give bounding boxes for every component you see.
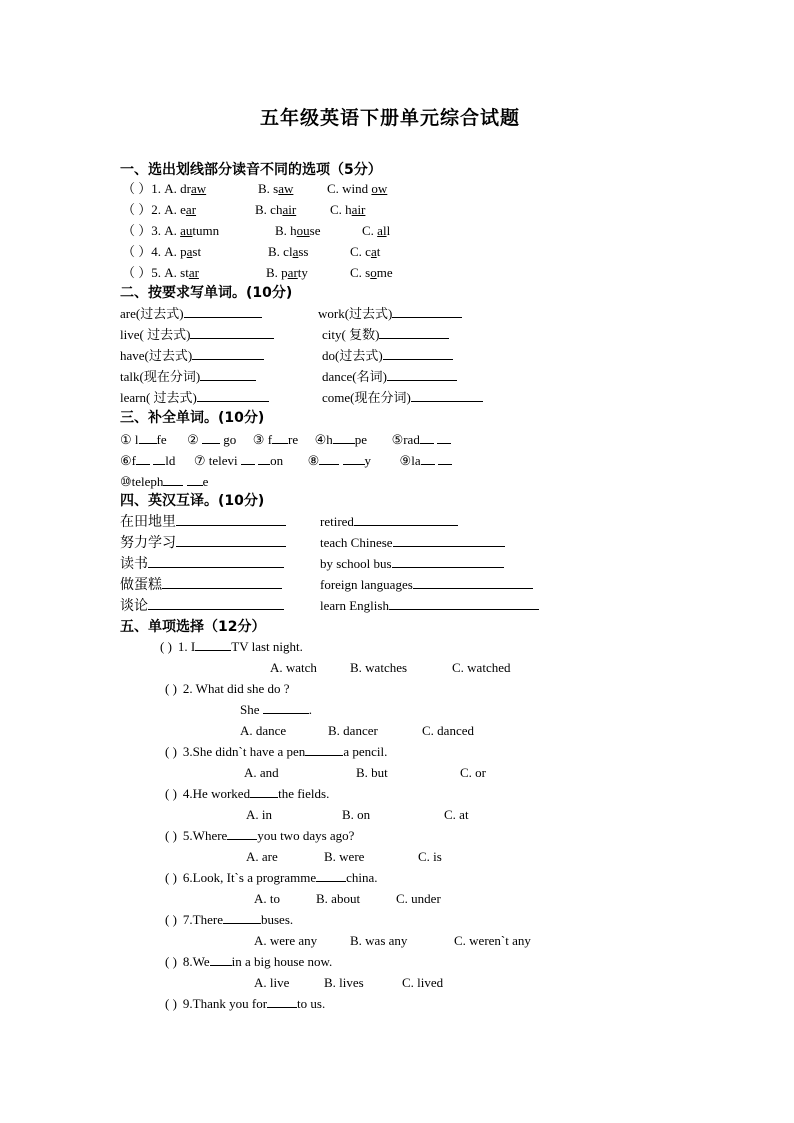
underlined-letters: aw <box>278 181 294 196</box>
word-rest: l <box>386 223 391 238</box>
option-label: B. cl <box>268 244 293 259</box>
translate-right <box>320 597 539 615</box>
blank[interactable] <box>333 431 355 444</box>
underlined-letters: al <box>377 223 387 238</box>
word-rest: tumn <box>192 223 220 238</box>
blank[interactable] <box>420 431 434 444</box>
mc-question <box>165 680 290 698</box>
blank[interactable] <box>258 452 270 465</box>
underlined-letters: a <box>186 244 193 259</box>
blank[interactable] <box>421 452 435 465</box>
answer-blank[interactable] <box>383 347 453 360</box>
underlined-letters: ou <box>296 223 310 238</box>
question-row <box>122 180 206 198</box>
section-2-heading: 二、按要求写单词。(10分) <box>120 285 293 301</box>
mc-question <box>165 743 387 761</box>
section-5-heading: 五、单项选择（12分） <box>120 619 266 635</box>
word-task-label: have(过去式) <box>120 348 193 363</box>
word-task-label: do(过去式) <box>322 348 383 363</box>
answer-parenthesis[interactable]: ( ) <box>165 912 177 927</box>
chinese-phrase: 做蛋糕 <box>120 577 162 593</box>
option-label: B. h <box>275 223 297 238</box>
option-c <box>327 180 387 198</box>
answer-blank[interactable] <box>195 638 231 651</box>
mc-question <box>160 638 303 656</box>
answer-blank[interactable] <box>148 597 284 610</box>
answer-blank[interactable] <box>316 869 346 882</box>
underlined-letters: ar <box>188 265 199 280</box>
translate-right <box>320 555 504 573</box>
blank[interactable] <box>202 431 220 444</box>
option-b[interactable]: B. lives <box>324 975 364 990</box>
underlined-letters: a <box>370 244 377 259</box>
word-task-right <box>318 305 462 323</box>
question-row <box>122 243 201 261</box>
word-task-right <box>322 368 457 386</box>
option-b[interactable]: B. dancer <box>328 723 378 738</box>
answer-blank[interactable] <box>387 368 457 381</box>
option-b[interactable]: B. was any <box>350 933 408 948</box>
chinese-phrase: 努力学习 <box>120 535 176 551</box>
answer-blank[interactable] <box>227 827 257 840</box>
option-a[interactable]: A. in <box>246 807 272 822</box>
word-task-left <box>120 347 264 365</box>
answer-blank[interactable] <box>267 995 297 1008</box>
question-stem-rest: in a big house now. <box>231 954 333 969</box>
answer-blank[interactable] <box>200 368 256 381</box>
question-stem-rest: the fields. <box>278 786 330 801</box>
blank[interactable] <box>163 473 183 486</box>
underlined-letters: air <box>351 202 366 217</box>
question-stem: 8.We <box>182 954 210 969</box>
underlined-letters: ar <box>185 202 197 217</box>
word-rest: t <box>376 244 381 259</box>
answer-blank[interactable] <box>223 911 261 924</box>
question-stem: 7.There <box>182 912 223 927</box>
translate-left <box>120 513 286 531</box>
mc-question <box>165 827 354 845</box>
option-b <box>268 243 308 261</box>
question-stem: 5.Where <box>182 828 228 843</box>
translate-right <box>320 534 505 552</box>
word-task-label: work(过去式) <box>318 306 393 321</box>
chinese-phrase: 在田地里 <box>120 514 176 530</box>
word-task-right <box>322 326 449 344</box>
blank[interactable] <box>272 431 288 444</box>
word-task-label: learn( 过去式) <box>120 390 197 405</box>
blank[interactable] <box>438 452 452 465</box>
answer-blank[interactable] <box>210 953 232 966</box>
answer-blank[interactable] <box>305 743 343 756</box>
word-task-label: dance(名词) <box>322 369 387 384</box>
underlined-letters: ow <box>371 181 388 196</box>
answer-blank[interactable] <box>413 576 533 589</box>
word-task-label: live( 过去式) <box>120 327 191 342</box>
answer-blank[interactable] <box>354 513 458 526</box>
answer-blank[interactable] <box>411 389 483 402</box>
mc-question <box>165 785 329 803</box>
option-c[interactable]: C. danced <box>422 723 474 738</box>
chinese-phrase: 谈论 <box>120 598 148 614</box>
word-task-label: talk(现在分词) <box>120 369 201 384</box>
option-b <box>255 201 296 219</box>
question-stem: 4.He worked <box>182 786 251 801</box>
question-number: （ ）1. A. dr <box>122 181 191 196</box>
word-task-label: come(现在分词) <box>322 390 411 405</box>
blank[interactable] <box>153 452 165 465</box>
word-rest: se <box>309 223 321 238</box>
section-3-heading: 三、补全单词。(10分) <box>120 410 265 426</box>
question-stem-rest: you two days ago? <box>257 828 355 843</box>
translate-right <box>320 576 533 594</box>
translate-left <box>120 534 286 552</box>
underlined-letters: o <box>370 265 377 280</box>
option-c[interactable]: C. watched <box>452 660 511 675</box>
question-stem: 3.She didn`t have a pen <box>182 744 306 759</box>
english-phrase: learn English <box>320 598 389 613</box>
word-task-right <box>322 389 483 407</box>
answer-blank[interactable] <box>250 785 278 798</box>
question-row <box>122 201 196 219</box>
sub-line <box>240 701 312 719</box>
word-task-left <box>120 368 256 386</box>
question-row <box>122 264 199 282</box>
option-a[interactable]: A. are <box>246 849 278 864</box>
option-c <box>350 243 380 261</box>
mc-question <box>165 869 378 887</box>
word-rest: ty <box>297 265 308 280</box>
question-stem-rest: china. <box>346 870 378 885</box>
translate-left <box>120 576 282 594</box>
question-number: （ ）2. A. e <box>122 202 186 217</box>
answer-blank[interactable] <box>190 326 274 339</box>
blank[interactable] <box>187 473 203 486</box>
word-task-label: city( 复数) <box>322 327 380 342</box>
question-stem: 1. I <box>177 639 196 654</box>
answer-blank[interactable] <box>162 576 282 589</box>
answer-parenthesis[interactable]: ( ) <box>165 870 177 885</box>
blank[interactable] <box>343 452 365 465</box>
sub-text: She <box>240 702 263 717</box>
word-task-right <box>322 347 453 365</box>
mc-question <box>165 911 293 929</box>
option-c[interactable]: C. lived <box>402 975 444 990</box>
word-rest: st <box>192 244 202 259</box>
answer-blank[interactable] <box>176 534 286 547</box>
option-label: B. ch <box>255 202 283 217</box>
option-b <box>275 222 321 240</box>
answer-blank[interactable] <box>197 389 269 402</box>
answer-blank[interactable] <box>379 326 449 339</box>
mc-question <box>165 995 325 1013</box>
option-c[interactable]: C. at <box>444 807 469 822</box>
option-label: C. s <box>350 265 371 280</box>
answer-parenthesis[interactable]: ( ) <box>160 639 172 654</box>
english-phrase: foreign languages <box>320 577 413 592</box>
word-task-left <box>120 305 262 323</box>
option-b[interactable]: B. about <box>316 891 361 906</box>
underlined-letters: aw <box>190 181 207 196</box>
answer-blank[interactable] <box>392 305 462 318</box>
option-b <box>266 264 308 282</box>
fill-row-2: ⑥f ld ⑦ televi on ⑧ y ⑨la <box>120 452 452 470</box>
option-b[interactable]: B. were <box>324 849 365 864</box>
translate-left <box>120 555 284 573</box>
answer-parenthesis[interactable]: ( ) <box>165 828 177 843</box>
blank[interactable] <box>139 431 157 444</box>
underlined-letters: au <box>180 223 193 238</box>
english-phrase: teach Chinese <box>320 535 393 550</box>
question-stem-rest: to us. <box>297 996 326 1011</box>
answer-parenthesis[interactable]: ( ) <box>165 954 177 969</box>
word-rest: me <box>376 265 393 280</box>
option-c[interactable]: C. weren`t any <box>454 933 531 948</box>
option-b[interactable]: B. watches <box>350 660 408 675</box>
blank[interactable] <box>241 452 255 465</box>
section-1-heading: 一、选出划线部分读音不同的选项（5分） <box>120 162 382 178</box>
underlined-letters: a <box>292 244 299 259</box>
question-number: （ ）3. A. <box>122 223 181 238</box>
answer-parenthesis[interactable]: ( ) <box>165 786 177 801</box>
answer-parenthesis[interactable]: ( ) <box>165 681 177 696</box>
page-title: 五年级英语下册单元综合试题 <box>260 108 521 129</box>
period: . <box>308 702 312 717</box>
mc-question <box>165 953 332 971</box>
section-4-heading: 四、英汉互译。(10分) <box>120 493 265 509</box>
question-stem-rest: buses. <box>260 912 294 927</box>
answer-blank[interactable] <box>389 597 539 610</box>
option-a[interactable]: A. watch <box>270 660 317 675</box>
chinese-phrase: 读书 <box>120 556 148 572</box>
question-number: （ ）5. A. st <box>122 265 189 280</box>
option-a[interactable]: A. were any <box>254 933 318 948</box>
option-b[interactable]: B. but <box>356 765 388 780</box>
word-rest: ss <box>298 244 309 259</box>
option-label: B. p <box>266 265 288 280</box>
translate-left <box>120 597 284 615</box>
option-b <box>258 180 293 198</box>
blank[interactable] <box>319 452 339 465</box>
english-phrase: retired <box>320 514 354 529</box>
underlined-letters: ar <box>287 265 298 280</box>
word-task-left <box>120 326 274 344</box>
answer-parenthesis[interactable]: ( ) <box>165 744 177 759</box>
option-a[interactable]: A. live <box>254 975 290 990</box>
underlined-letters: air <box>282 202 297 217</box>
answer-blank[interactable] <box>148 555 284 568</box>
fill-row-1: ① l fe ② go ③ f re ④h pe ⑤rad <box>120 431 451 449</box>
option-a[interactable]: A. and <box>244 765 279 780</box>
option-c[interactable]: C. under <box>396 891 441 906</box>
option-c[interactable]: C. is <box>418 849 442 864</box>
option-a[interactable]: A. to <box>254 891 280 906</box>
question-stem: 9.Thank you for <box>182 996 268 1011</box>
question-row <box>122 222 219 240</box>
blank[interactable] <box>437 431 451 444</box>
translate-right <box>320 513 458 531</box>
question-stem: 6.Look, It`s a programme <box>182 870 317 885</box>
word-task-left <box>120 389 269 407</box>
option-b[interactable]: B. on <box>342 807 371 822</box>
english-phrase: by school bus <box>320 556 392 571</box>
option-label: C. wind <box>327 181 372 196</box>
answer-blank[interactable] <box>176 513 286 526</box>
answer-blank[interactable] <box>192 347 264 360</box>
option-label: C. c <box>350 244 371 259</box>
answer-blank[interactable] <box>184 305 262 318</box>
fill-row-3: ⑩teleph e <box>120 474 209 489</box>
option-label: C. h <box>330 202 352 217</box>
option-a[interactable]: A. dance <box>240 723 287 738</box>
answer-blank[interactable] <box>392 555 504 568</box>
option-c <box>330 201 365 219</box>
answer-parenthesis[interactable]: ( ) <box>165 996 177 1011</box>
answer-blank[interactable] <box>263 701 309 714</box>
option-label: B. s <box>258 181 279 196</box>
question-stem: 2. What did she do ? <box>182 681 290 696</box>
question-number: （ ）4. A. p <box>122 244 187 259</box>
option-c <box>362 222 390 240</box>
question-stem-rest: a pencil. <box>343 744 388 759</box>
question-stem-rest: TV last night. <box>231 639 303 654</box>
option-label: C. <box>362 223 378 238</box>
option-c[interactable]: C. or <box>460 765 486 780</box>
answer-blank[interactable] <box>393 534 505 547</box>
option-c <box>350 264 393 282</box>
word-task-label: are(过去式) <box>120 306 184 321</box>
blank[interactable] <box>136 452 150 465</box>
